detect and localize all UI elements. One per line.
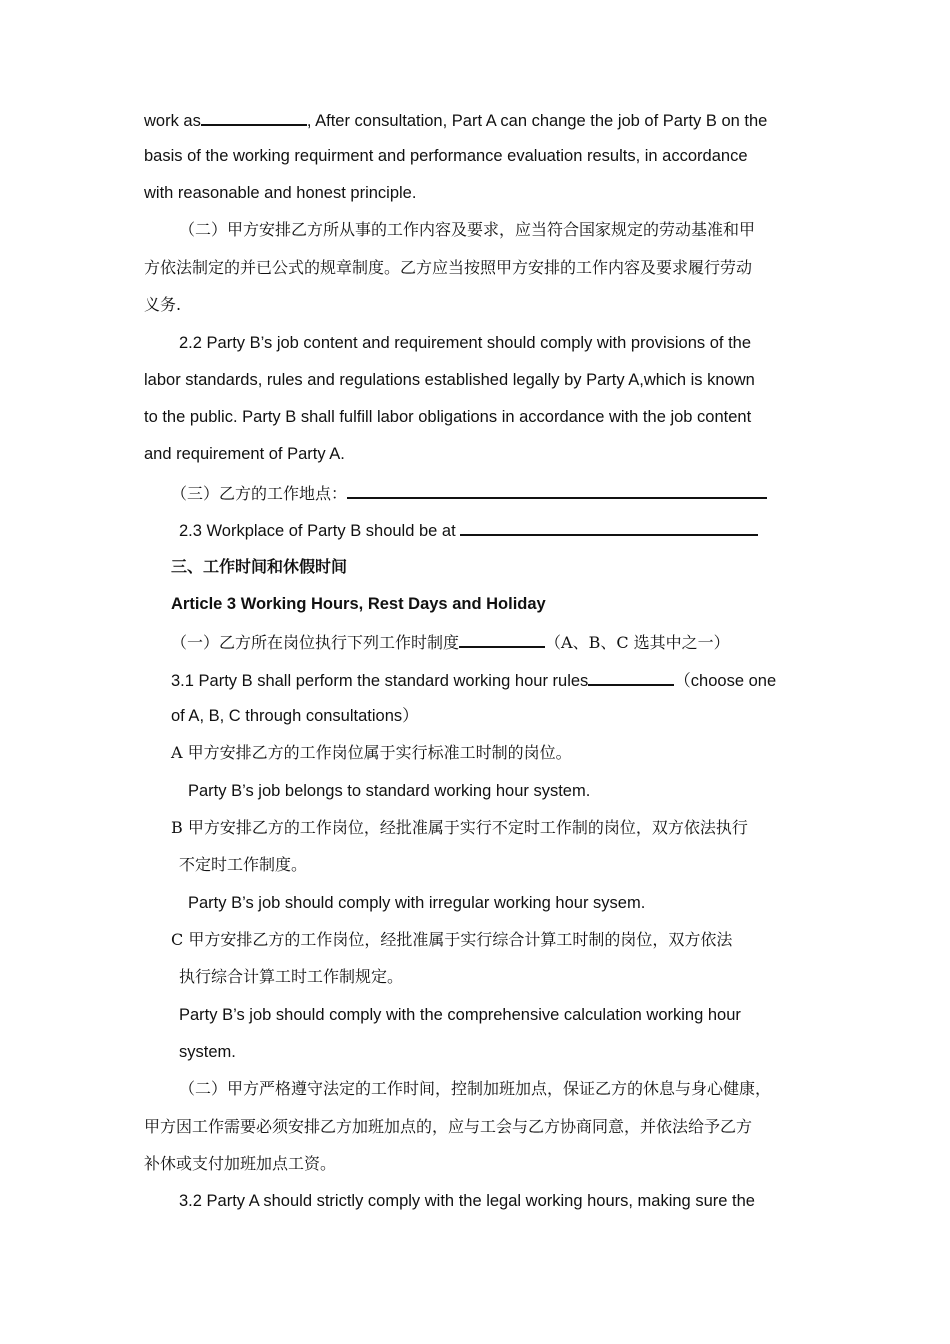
text-line (144, 108, 767, 132)
text-line: 执行综合计算工时工作制规定。 (179, 967, 404, 986)
text-line: basis of the working requirment and performance evaluation results, in accordance (144, 147, 748, 165)
text-segment: （choose one (674, 672, 777, 690)
text-line: labor standards, rules and regulations established legally by Party A,which is known (144, 371, 755, 389)
option-b-zh: B 甲方安排乙方的工作岗位，经批准属于实行不定时工作制的岗位，双方依法执行 (171, 818, 748, 837)
text-line (171, 630, 730, 654)
text-line: 2.2 Party B’s job content and requirement should comply with provisions of the (179, 334, 752, 352)
text-segment: , After consultation, Part A can change the job of Party B on the (306, 112, 768, 130)
text-line: to the public. Party B shall fulfill labor obligations in accordance with the job content (144, 408, 752, 426)
text-segment: 3.1 Party B shall perform the standard working hour rules (171, 672, 589, 690)
fill-in-blank-hour-system-zh[interactable] (459, 630, 545, 648)
fill-in-blank-hour-system-en[interactable] (588, 668, 674, 686)
option-c-zh: C 甲方安排乙方的工作岗位，经批准属于实行综合计算工时制的岗位，双方依法 (171, 930, 733, 949)
text-line: system. (179, 1043, 236, 1061)
fill-in-blank-workplace-en[interactable] (460, 518, 758, 536)
option-a-zh: A 甲方安排乙方的工作岗位属于实行标准工时制的岗位。 (171, 743, 572, 762)
text-segment: （一）乙方所在岗位执行下列工作时制度 (171, 633, 460, 652)
text-line: with reasonable and honest principle. (144, 184, 417, 202)
fill-in-blank-job[interactable] (201, 108, 307, 126)
text-line (171, 668, 776, 692)
text-line (171, 481, 767, 505)
text-segment: （A、B、C 选其中之一） (545, 633, 730, 652)
text-line: 补休或支付加班加点工资。 (144, 1154, 337, 1173)
option-a-en: Party B’s job belongs to standard working hour system. (188, 782, 591, 800)
fill-in-blank-workplace-zh[interactable] (347, 481, 767, 499)
text-line: and requirement of Party A. (144, 445, 345, 463)
text-line: 3.2 Party A should strictly comply with the legal working hours, making sure the (179, 1192, 755, 1210)
text-line: 甲方因工作需要必须安排乙方加班加点的，应与工会与乙方协商同意，并依法给予乙方 (144, 1117, 753, 1136)
section-heading-en: Article 3 Working Hours, Rest Days and Holiday (171, 595, 546, 613)
text-line: 义务. (144, 295, 182, 314)
text-line: of A, B, C through consultations） (171, 707, 419, 725)
text-line (179, 518, 758, 542)
text-segment: 2.3 Workplace of Party B should be at (179, 522, 456, 540)
section-heading-zh: 三、工作时间和休假时间 (171, 557, 348, 576)
text-segment: （三）乙方的工作地点： (171, 484, 348, 503)
option-b-en: Party B’s job should comply with irregular working hour sysem. (188, 894, 646, 912)
option-c-en: Party B’s job should comply with the comprehensive calculation working hour (179, 1006, 741, 1024)
text-line: 方依法制定的并已公式的规章制度。乙方应当按照甲方安排的工作内容及要求履行劳动 (144, 258, 753, 277)
text-line: （二）甲方安排乙方所从事的工作内容及要求，应当符合国家规定的劳动基准和甲 (179, 220, 756, 239)
text-line: （二）甲方严格遵守法定的工作时间，控制加班加点，保证乙方的休息与身心健康， (179, 1079, 772, 1098)
text-line: 不定时工作制度。 (179, 855, 308, 874)
text-segment: work as (144, 112, 201, 130)
